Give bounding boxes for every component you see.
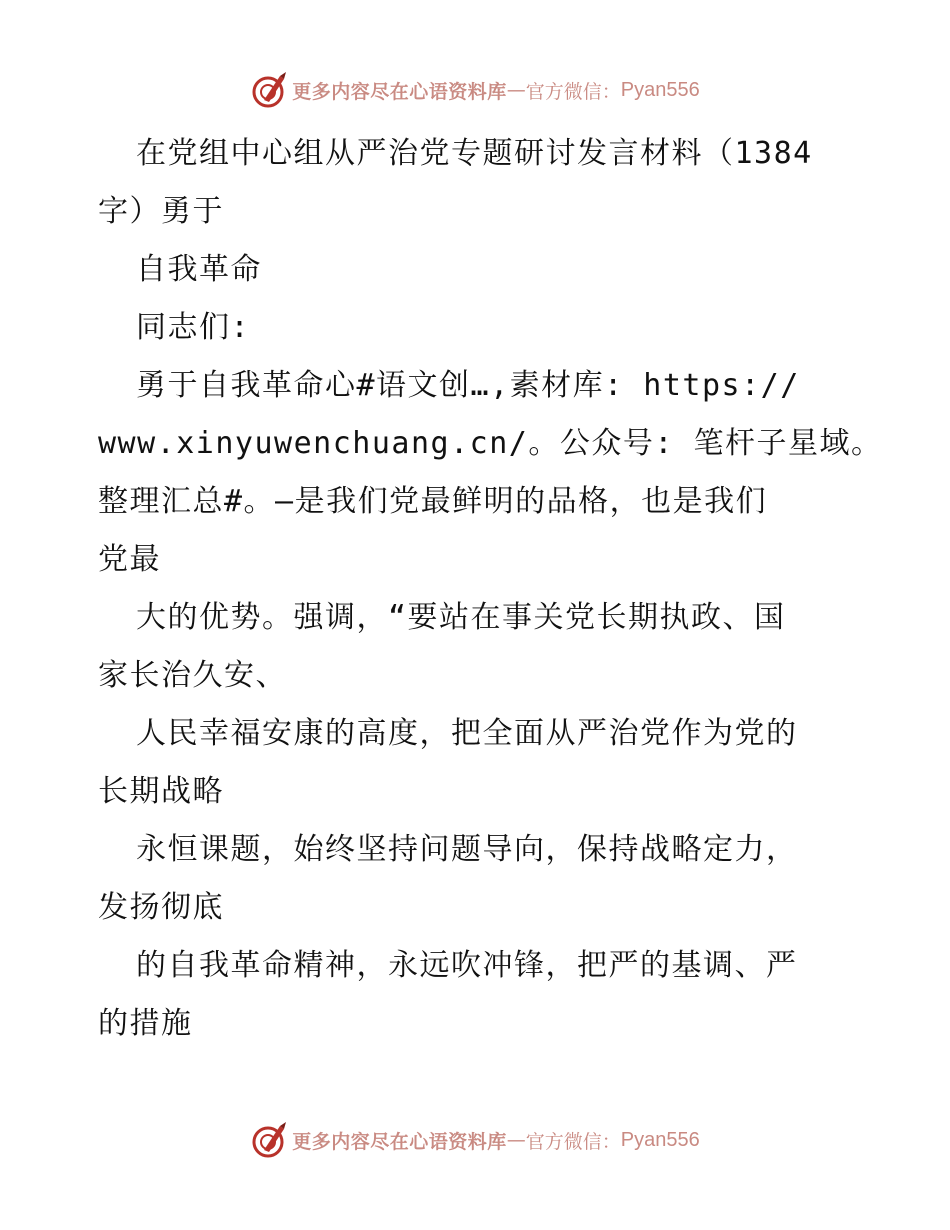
banner-separator: — xyxy=(506,79,526,101)
pen-logo-icon xyxy=(250,70,290,110)
header-banner xyxy=(0,68,950,112)
doc-line: 长期战略 xyxy=(98,774,224,809)
doc-line: 同志们: xyxy=(136,310,251,345)
banner-separator: — xyxy=(506,1129,526,1151)
doc-line: 的措施 xyxy=(98,1006,193,1041)
banner-tagline: 更多内容尽在心语资料库 xyxy=(292,80,507,103)
doc-line: 党最 xyxy=(98,542,161,577)
banner-wechat-id: Pyan556 xyxy=(620,1128,700,1151)
doc-line: 整理汇总#。—是我们党最鲜明的品格，也是我们 xyxy=(98,484,768,519)
doc-line: 在党组中心组从严治党专题研讨发言材料（1384 xyxy=(136,136,813,171)
doc-line: 永恒课题，始终坚持问题导向，保持战略定力， xyxy=(136,832,798,867)
banner-tagline: 更多内容尽在心语资料库 xyxy=(292,1130,507,1153)
doc-line: 字）勇于 xyxy=(98,194,224,229)
pen-logo-icon xyxy=(250,1120,290,1160)
doc-line: 人民幸福安康的高度，把全面从严治党作为党的 xyxy=(136,716,798,751)
footer-banner xyxy=(0,1118,950,1162)
document-body xyxy=(98,125,883,1053)
doc-line: 家长治久安、 xyxy=(98,658,287,693)
doc-line: 勇于自我革命心#语文创…,素材库: https:// xyxy=(136,368,800,403)
doc-line: 自我革命 xyxy=(136,252,262,287)
banner-wechat-id: Pyan556 xyxy=(620,78,700,101)
doc-line: 的自我革命精神，永远吹冲锋，把严的基调、严 xyxy=(136,948,798,983)
banner-wechat-label: 官方微信： xyxy=(525,80,621,103)
banner-wechat-label: 官方微信： xyxy=(525,1130,621,1153)
doc-line: www.xinyuwenchuang.cn/。公众号: 笔杆子星域。 xyxy=(98,426,883,461)
doc-line: 发扬彻底 xyxy=(98,890,224,925)
doc-line: 大的优势。强调，“要站在事关党长期执政、国 xyxy=(136,600,786,635)
